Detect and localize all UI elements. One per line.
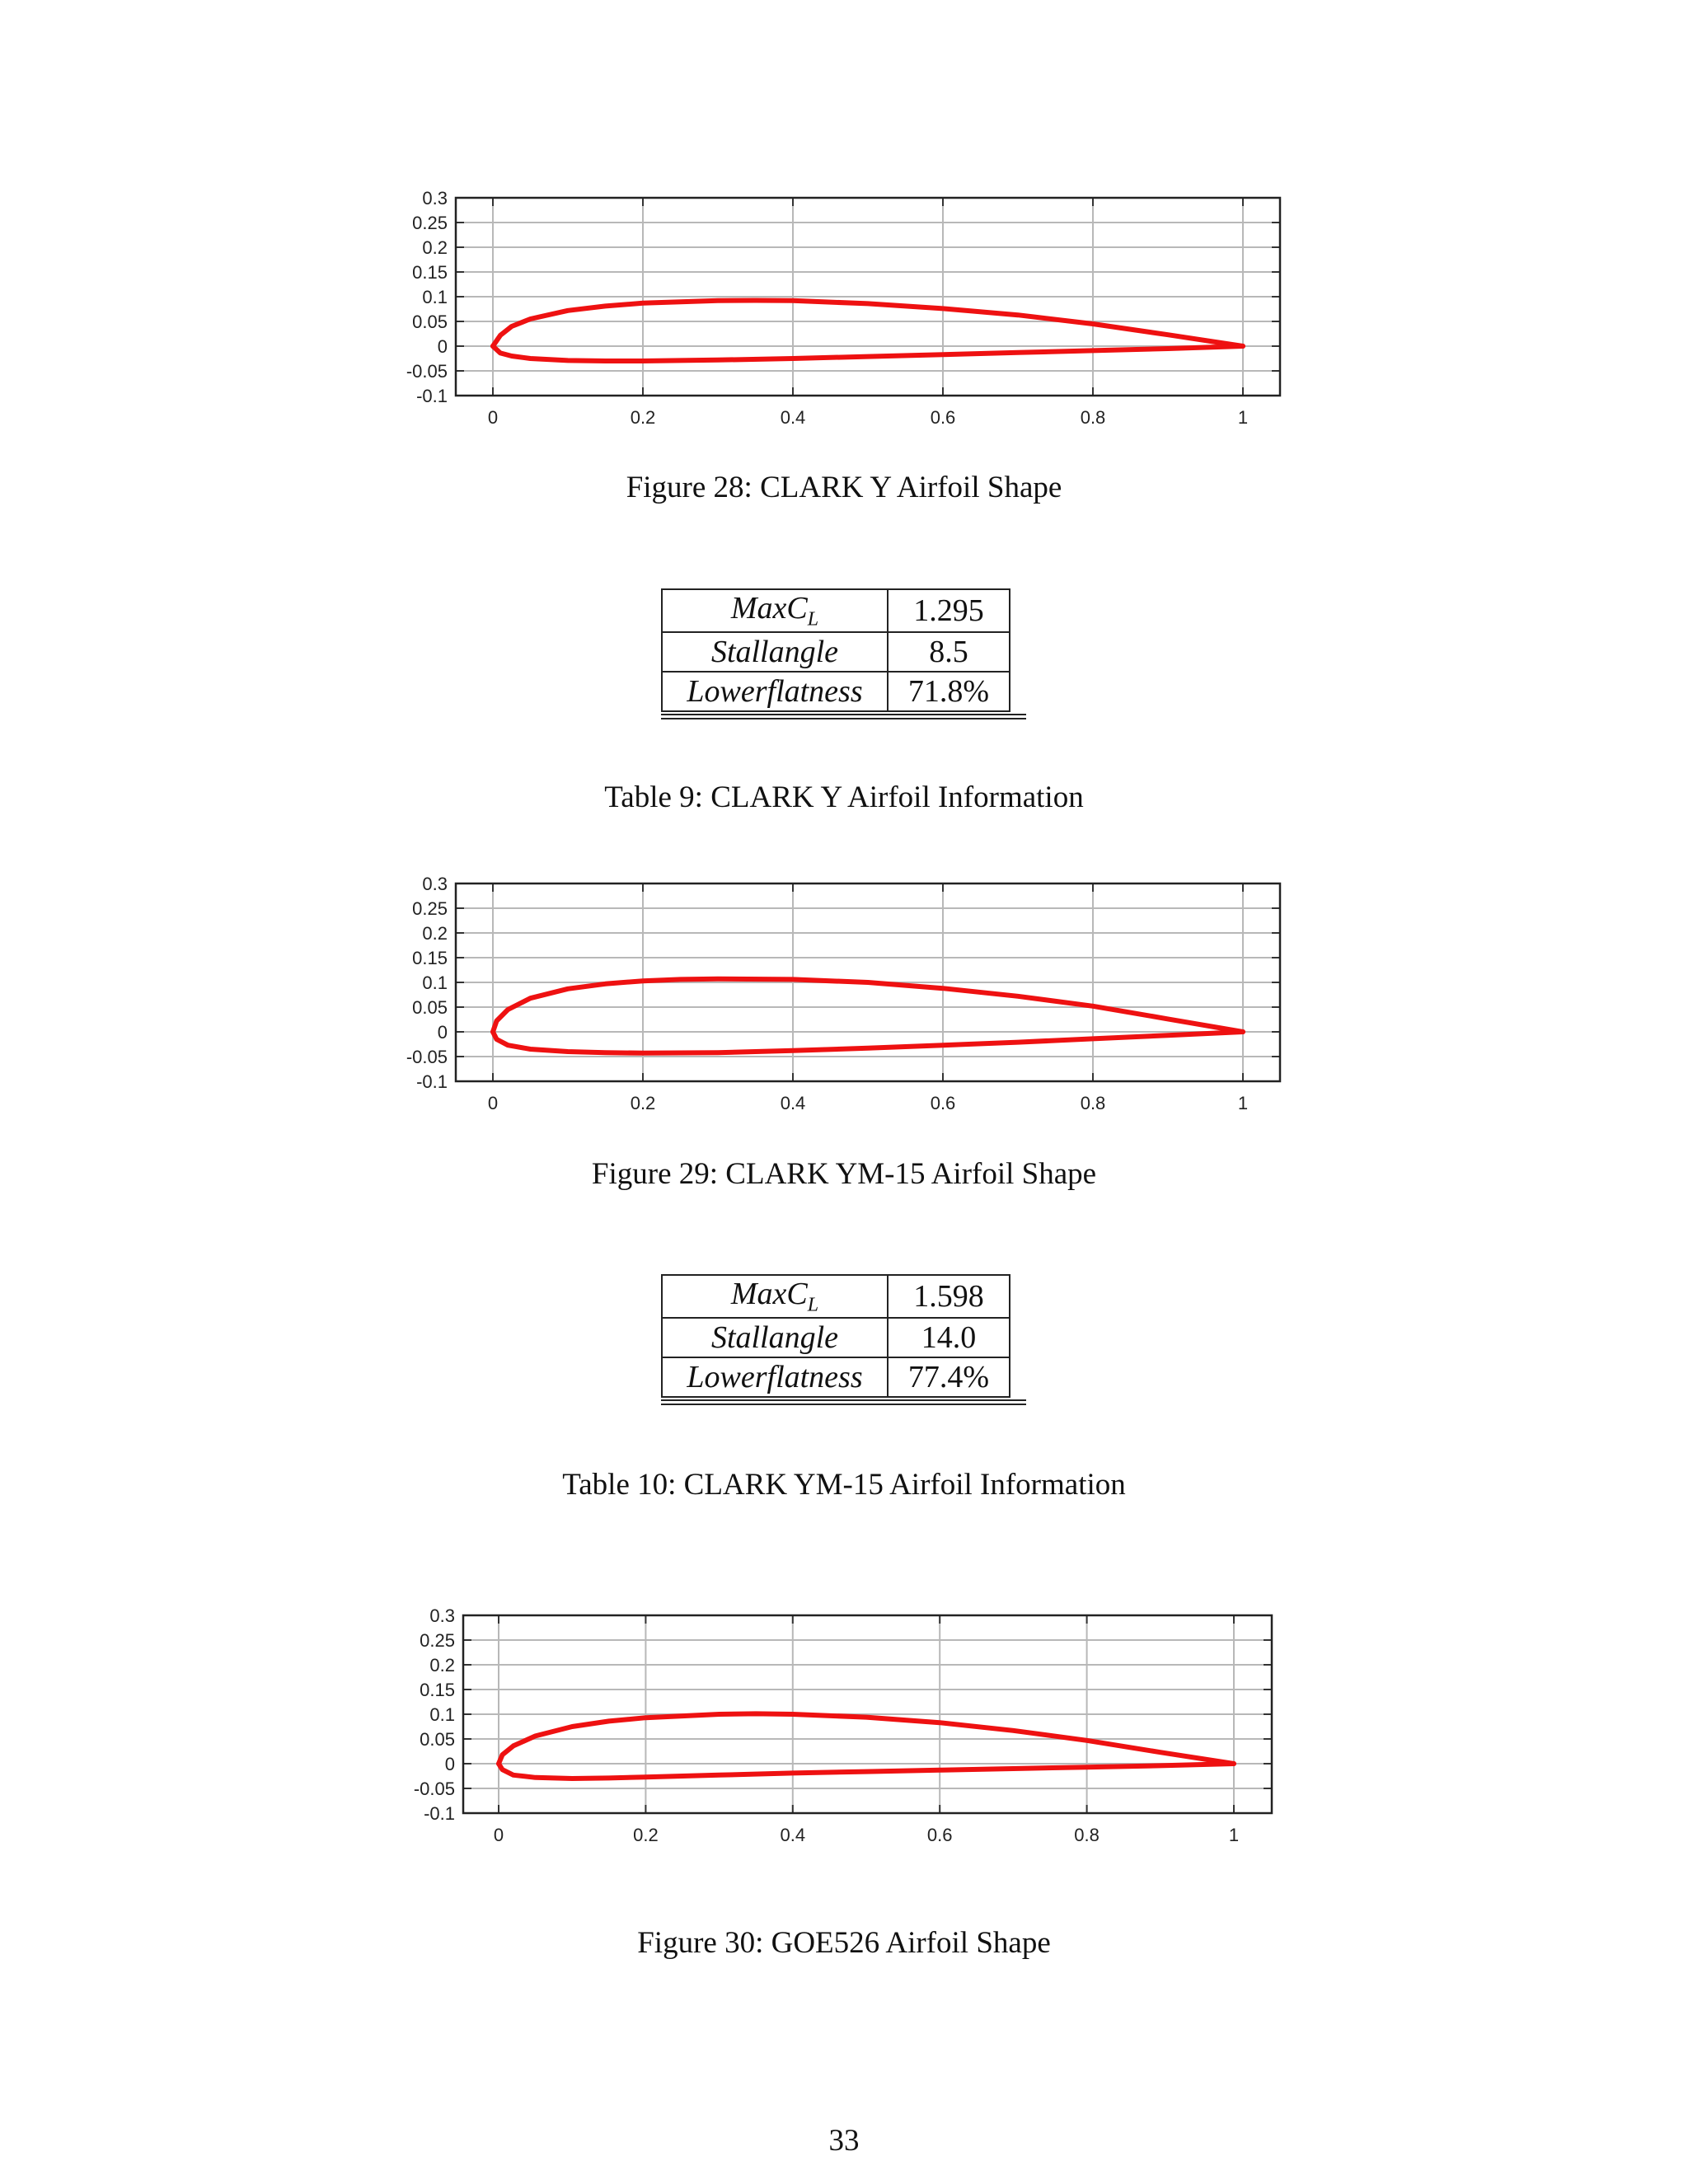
x-tick-label: 0.2 [630, 1093, 656, 1113]
table-value: 77.4% [888, 1357, 1010, 1397]
table-9 [661, 588, 1010, 712]
y-tick-label: 0 [437, 1022, 448, 1043]
table-row [662, 1357, 1010, 1397]
x-tick-label: 0.8 [1074, 1825, 1100, 1845]
figure-30 [0, 1607, 1688, 1854]
x-tick-label: 0.4 [780, 1093, 806, 1113]
airfoil-lower-surface-line [493, 1032, 1243, 1053]
table-10-rule [661, 1399, 1026, 1405]
y-tick-label: 0.25 [420, 1630, 455, 1651]
x-tick-label: 0.4 [780, 407, 806, 428]
y-tick-label: 0.25 [412, 898, 448, 919]
y-tick-label: 0 [437, 336, 448, 357]
table-10-caption: Table 10: CLARK YM-15 Airfoil Information [562, 1468, 1126, 1502]
airfoil-upper-surface-line [493, 979, 1243, 1032]
y-tick-label: -0.05 [406, 1047, 448, 1067]
x-tick-label: 0.6 [930, 1093, 956, 1113]
figure-29 [0, 875, 1688, 1122]
x-tick-label: 0 [487, 407, 499, 428]
table-key: Lowerflatness [662, 1357, 888, 1397]
y-tick-label: 0.3 [422, 190, 448, 209]
airfoil-upper-surface-line [493, 301, 1243, 347]
page-number: 33 [828, 2124, 860, 2158]
table-key: Lowerflatness [662, 672, 888, 711]
x-tick-label: 0 [493, 1825, 504, 1845]
y-tick-label: 0 [444, 1754, 455, 1774]
y-tick-label: 0.15 [412, 948, 448, 968]
table-value: 1.598 [888, 1275, 1010, 1318]
table-9-rule [661, 714, 1026, 719]
y-tick-label: 0.2 [422, 237, 448, 258]
y-tick-label: 0.2 [429, 1655, 455, 1675]
table-key: MaxC$_L$ [662, 589, 888, 632]
table-value: 1.295 [888, 589, 1010, 632]
x-tick-label: 0.2 [630, 407, 656, 428]
table-value: 14.0 [888, 1318, 1010, 1357]
y-tick-label: 0.15 [412, 262, 448, 283]
x-tick-label: 0.2 [633, 1825, 659, 1845]
table-key: MaxC$_L$ [662, 1275, 888, 1318]
table-value: 71.8% [888, 672, 1010, 711]
table-10 [661, 1274, 1010, 1398]
table-key: Stallangle [662, 632, 888, 672]
airfoil-lower-surface-line [499, 1764, 1234, 1779]
y-tick-label: 0.05 [412, 312, 448, 332]
chart-figure-29 [0, 875, 1688, 1122]
chart-figure-28 [0, 190, 1688, 437]
figure-30-caption: Figure 30: GOE526 Airfoil Shape [637, 1926, 1051, 1960]
x-tick-label: 1 [1228, 1825, 1240, 1845]
table-key: Stallangle [662, 1318, 888, 1357]
y-tick-label: 0.3 [422, 875, 448, 894]
y-tick-label: 0.05 [412, 997, 448, 1018]
table-row [662, 632, 1010, 672]
x-tick-label: 0 [487, 1093, 499, 1113]
x-tick-label: 0.6 [926, 1825, 953, 1845]
figure-28-caption: Figure 28: CLARK Y Airfoil Shape [626, 471, 1062, 504]
chart-figure-30 [0, 1607, 1688, 1854]
y-tick-label: 0.25 [412, 213, 448, 233]
y-tick-label: 0.1 [422, 972, 448, 993]
y-tick-label: -0.05 [406, 361, 448, 382]
figure-28 [0, 190, 1688, 437]
x-tick-label: 1 [1237, 407, 1249, 428]
y-tick-label: 0.05 [420, 1729, 455, 1750]
x-tick-label: 0.6 [930, 407, 956, 428]
table-value: 8.5 [888, 632, 1010, 672]
y-tick-label: 0.2 [422, 923, 448, 944]
airfoil-lower-surface-line [493, 346, 1243, 361]
figure-29-caption: Figure 29: CLARK YM-15 Airfoil Shape [591, 1157, 1097, 1191]
table-row [662, 1275, 1010, 1318]
y-tick-label: -0.05 [413, 1779, 455, 1799]
x-tick-label: 1 [1237, 1093, 1249, 1113]
y-tick-label: -0.1 [416, 1071, 448, 1092]
table-9-caption: Table 9: CLARK Y Airfoil Information [604, 780, 1084, 814]
y-tick-label: 0.3 [429, 1607, 455, 1626]
y-tick-label: -0.1 [424, 1803, 455, 1824]
x-tick-label: 0.8 [1080, 1093, 1106, 1113]
x-tick-label: 0.8 [1080, 407, 1106, 428]
y-tick-label: 0.1 [422, 287, 448, 307]
y-tick-label: 0.1 [429, 1704, 455, 1725]
y-tick-label: 0.15 [420, 1680, 455, 1700]
table-row [662, 672, 1010, 711]
x-tick-label: 0.4 [780, 1825, 806, 1845]
table-row [662, 589, 1010, 632]
y-tick-label: -0.1 [416, 386, 448, 406]
table-row [662, 1318, 1010, 1357]
